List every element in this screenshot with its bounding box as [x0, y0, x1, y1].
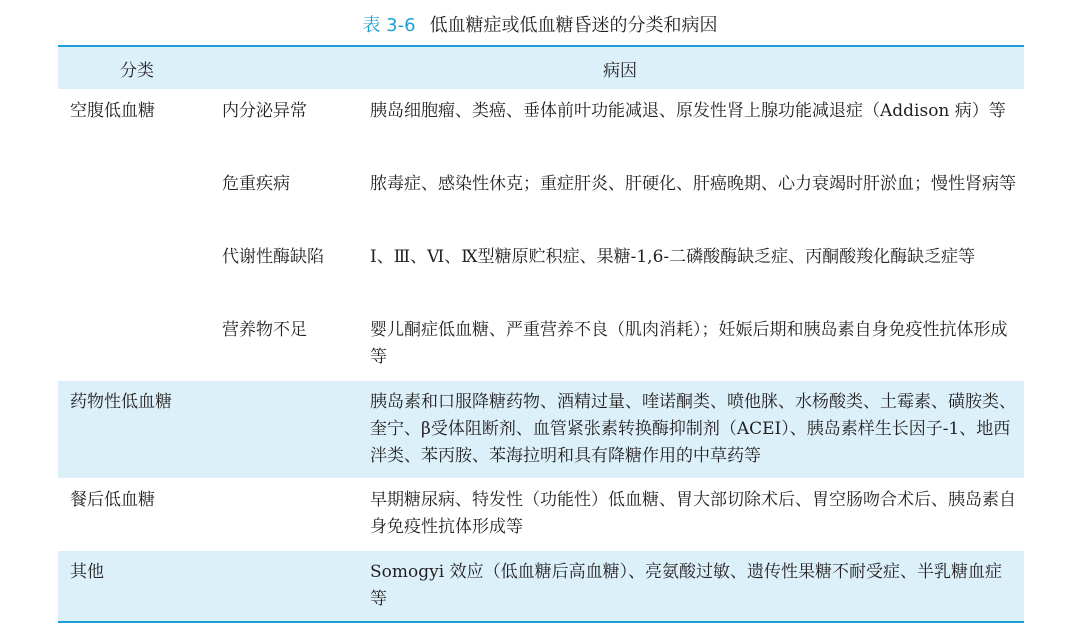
group-fasting [58, 89, 1024, 380]
table-number: 表 3-6 [362, 15, 416, 36]
cause-cell: 婴儿酮症低血糖、严重营养不良（肌肉消耗）；妊娠后期和胰岛素自身免疫性抗体形成等 [370, 320, 1008, 367]
header-cause: 病因 [603, 60, 637, 81]
table-row [58, 559, 1024, 613]
subcategory-cell: 营养物不足 [222, 320, 307, 340]
header-category: 分类 [120, 60, 154, 81]
table-row [58, 317, 1024, 371]
table-header-row [58, 47, 1024, 89]
table-caption [0, 14, 1080, 38]
category-cell: 其他 [70, 562, 104, 582]
table-row [58, 389, 1024, 470]
category-cell: 空腹低血糖 [70, 101, 155, 121]
group-other [58, 550, 1024, 621]
cause-cell: 早期糖尿病、特发性（功能性）低血糖、胃大部切除术后、胃空肠吻合术后、胰岛素自身免疫性抗体形成等 [370, 490, 1016, 537]
table-row [58, 171, 1024, 225]
cause-cell: 脓毒症、感染性休克；重症肝炎、肝硬化、肝癌晚期、心力衰竭时肝淤血；慢性肾病等 [370, 174, 1016, 194]
category-cell: 餐后低血糖 [70, 490, 155, 510]
category-cell: 药物性低血糖 [70, 392, 172, 412]
table-row [58, 244, 1024, 298]
cause-cell: Ⅰ、Ⅲ、Ⅵ、Ⅸ型糖原贮积症、果糖-1,6-二磷酸酶缺乏症、丙酮酸羧化酶缺乏症等 [370, 247, 976, 267]
subcategory-cell: 代谢性酶缺陷 [222, 247, 324, 267]
cause-cell: 胰岛细胞瘤、类癌、垂体前叶功能减退、原发性肾上腺功能减退症（Addison 病）等 [370, 101, 1006, 121]
table-bottom-rule [58, 621, 1024, 623]
subcategory-cell: 内分泌异常 [222, 101, 307, 121]
cause-cell: Somogyi 效应（低血糖后高血糖）、亮氨酸过敏、遗传性果糖不耐受症、半乳糖血症等 [370, 562, 1003, 609]
group-drug-induced [58, 380, 1024, 478]
subcategory-cell: 危重疾病 [222, 174, 290, 194]
group-postprandial [58, 478, 1024, 550]
table-title: 低血糖症或低血糖昏迷的分类和病因 [429, 15, 718, 36]
table-row [58, 487, 1024, 541]
table-row [58, 98, 1024, 152]
classification-table [58, 45, 1024, 623]
cause-cell: 胰岛素和口服降糖药物、酒精过量、喹诺酮类、喷他脒、水杨酸类、土霉素、磺胺类、奎宁、β受体阻断剂、血管紧张素转换酶抑制剂（ACEI）、胰岛素样生长因子-1、地西泮类、苯丙胺、苯海拉明和具有降糖作用的中草药等 [370, 392, 1016, 466]
